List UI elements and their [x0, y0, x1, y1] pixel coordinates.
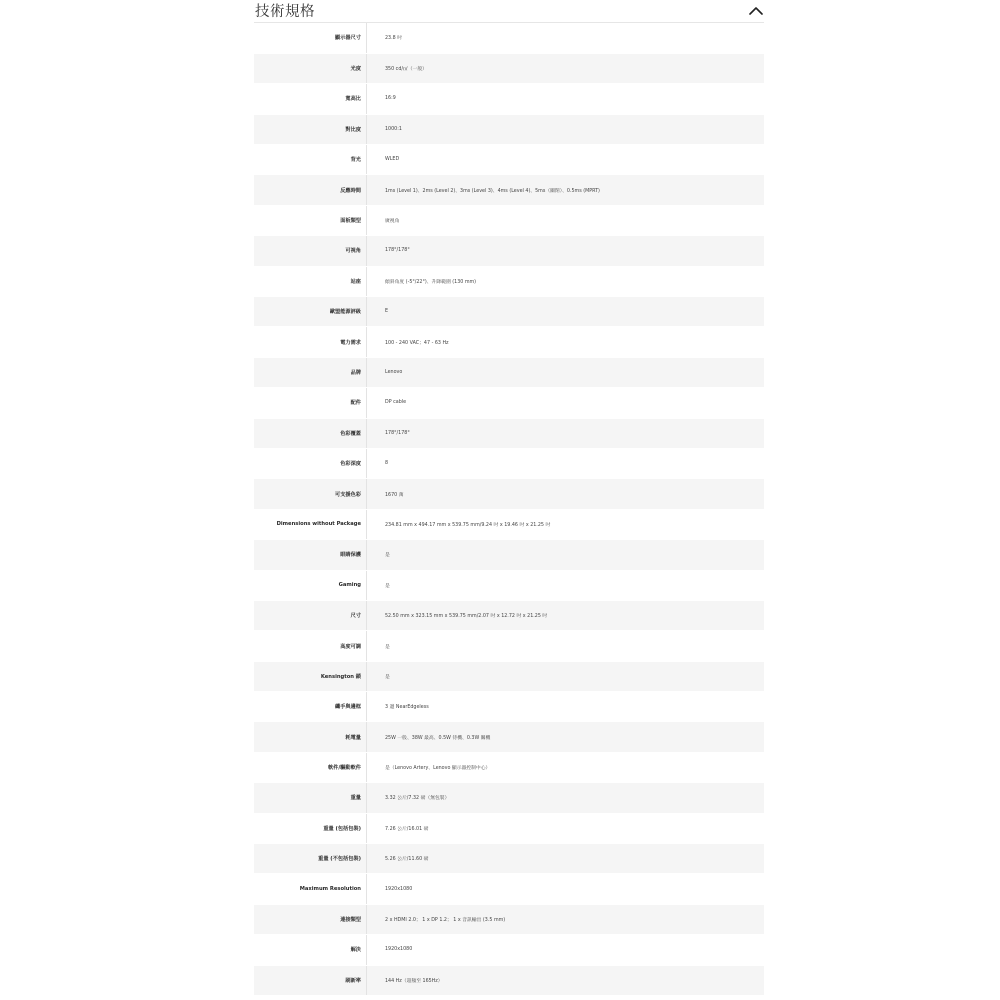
spec-row	[254, 509, 764, 539]
spec-row	[254, 53, 764, 83]
spec-value: 1920x1080	[367, 874, 765, 904]
spec-value: 2 x HDMI 2.0； 1 x DP 1.2； 1 x 音訊輸出 (3.5 mm)	[367, 904, 765, 934]
spec-value: 178°/178°	[367, 418, 765, 448]
spec-row	[254, 357, 764, 387]
spec-row	[254, 114, 764, 144]
spec-value: 1ms (Level 1)、2ms (Level 2)、3ms (Level 3)、4ms (Level 4)、5ms（關閉）、0.5ms (MPRT)	[367, 175, 765, 205]
spec-value: 是	[367, 570, 765, 600]
spec-value: 1000:1	[367, 114, 765, 144]
spec-row	[254, 783, 764, 813]
spec-label: 色彩深度	[254, 448, 367, 478]
spec-row	[254, 327, 764, 357]
spec-value: 234.81 mm x 494.17 mm x 539.75 mm/9.24 吋 x 19.46 吋 x 21.25 吋	[367, 509, 765, 539]
spec-value: 3 邊 NearEdgeless	[367, 692, 765, 722]
spec-value: E	[367, 297, 765, 327]
spec-row	[254, 540, 764, 570]
spec-label: 歐盟能源評級	[254, 297, 367, 327]
spec-value: 178°/178°	[367, 236, 765, 266]
spec-label: 光度	[254, 53, 367, 83]
spec-label: 重量 (包括包裝)	[254, 813, 367, 843]
spec-label: 耗電量	[254, 722, 367, 752]
spec-row	[254, 752, 764, 782]
spec-label: 眼睛保護	[254, 540, 367, 570]
spec-row	[254, 266, 764, 296]
spec-row	[254, 205, 764, 235]
spec-value: WLED	[367, 145, 765, 175]
spec-label: 配件	[254, 388, 367, 418]
spec-label: Maximum Resolution	[254, 874, 367, 904]
spec-label: 背光	[254, 145, 367, 175]
section-title: 技術規格	[255, 4, 315, 20]
spec-row	[254, 631, 764, 661]
spec-row	[254, 935, 764, 965]
specs-table-body	[254, 23, 764, 996]
spec-label: 反應時間	[254, 175, 367, 205]
spec-label: 重量	[254, 783, 367, 813]
spec-row	[254, 297, 764, 327]
spec-row	[254, 661, 764, 691]
spec-value: 7.26 公斤/16.01 磅	[367, 813, 765, 843]
spec-label: 高度可調	[254, 631, 367, 661]
spec-label: 面板類型	[254, 205, 367, 235]
spec-row	[254, 570, 764, 600]
spec-label: 寬高比	[254, 84, 367, 114]
spec-label: Gaming	[254, 570, 367, 600]
spec-row	[254, 388, 764, 418]
spec-label: Kensington 鎖	[254, 661, 367, 691]
spec-value: DP cable	[367, 388, 765, 418]
spec-label: 刷新率	[254, 965, 367, 995]
spec-label: 色彩覆蓋	[254, 418, 367, 448]
tech-specs-section	[254, 0, 764, 996]
spec-label: 品牌	[254, 357, 367, 387]
spec-value: 是	[367, 661, 765, 691]
spec-label: 軟件/驅動軟件	[254, 752, 367, 782]
chevron-up-icon[interactable]	[748, 4, 764, 18]
spec-label: 連接類型	[254, 904, 367, 934]
spec-value: 傾斜角度 (-5°/22°)、升降範圍 (130 mm)	[367, 266, 765, 296]
spec-row	[254, 236, 764, 266]
spec-row	[254, 84, 764, 114]
spec-label: Dimensions without Package	[254, 509, 367, 539]
spec-label: 可支援色彩	[254, 479, 367, 509]
spec-value: 23.8 吋	[367, 23, 765, 53]
spec-row	[254, 479, 764, 509]
spec-label: 解決	[254, 935, 367, 965]
spec-row	[254, 692, 764, 722]
spec-value: 是	[367, 540, 765, 570]
spec-row	[254, 813, 764, 843]
spec-label: 對比度	[254, 114, 367, 144]
spec-value: 100 - 240 VAC；47 - 63 Hz	[367, 327, 765, 357]
spec-value: Lenovo	[367, 357, 765, 387]
spec-value: 1920x1080	[367, 935, 765, 965]
spec-label: 尺寸	[254, 600, 367, 630]
spec-value: 144 Hz（超頻至 165Hz）	[367, 965, 765, 995]
spec-label: 電力需求	[254, 327, 367, 357]
spec-label: 重量 (不包括包裝)	[254, 844, 367, 874]
spec-label: 可視角	[254, 236, 367, 266]
spec-row	[254, 145, 764, 175]
spec-value: 5.26 公斤/11.60 磅	[367, 844, 765, 874]
spec-value: 16:9	[367, 84, 765, 114]
spec-value: 廣視角	[367, 205, 765, 235]
spec-row	[254, 874, 764, 904]
spec-value: 350 cd/㎡（一般）	[367, 53, 765, 83]
spec-row	[254, 904, 764, 934]
spec-row	[254, 175, 764, 205]
spec-value: 是	[367, 631, 765, 661]
spec-row	[254, 722, 764, 752]
spec-label: 站座	[254, 266, 367, 296]
spec-label: 顯示器尺寸	[254, 23, 367, 53]
spec-row	[254, 600, 764, 630]
spec-row	[254, 418, 764, 448]
spec-value: 52.50 mm x 323.15 mm x 539.75 mm/2.07 吋 x 12.72 吋 x 21.25 吋	[367, 600, 765, 630]
spec-row	[254, 23, 764, 53]
spec-value: 8	[367, 448, 765, 478]
tech-specs-header[interactable]	[254, 0, 764, 23]
spec-row	[254, 844, 764, 874]
specs-table	[254, 23, 764, 996]
spec-row	[254, 448, 764, 478]
spec-value: 25W 一般、38W 最高、0.5W 待機、0.3W 關機	[367, 722, 765, 752]
spec-row	[254, 965, 764, 995]
spec-label: 纖手與邊框	[254, 692, 367, 722]
spec-value: 1670 萬	[367, 479, 765, 509]
spec-value: 是（Lenovo Artery、Lenovo 顯示器控制中心）	[367, 752, 765, 782]
spec-value: 3.32 公斤/7.32 磅（無包裝）	[367, 783, 765, 813]
